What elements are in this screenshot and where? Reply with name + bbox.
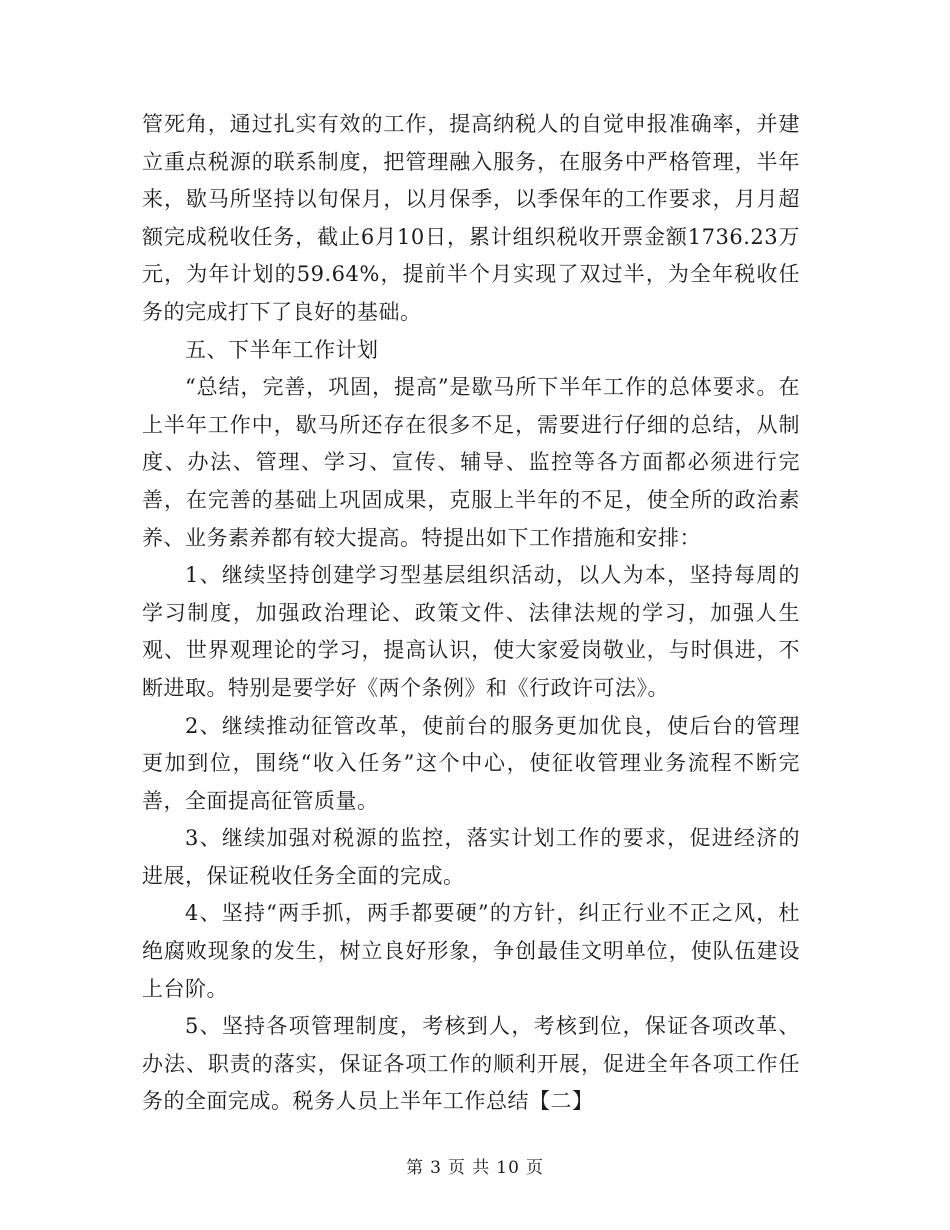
page-number: 3: [430, 1158, 442, 1178]
list-item-1: 1、继续坚持创建学习型基层组织活动，以人为本，坚持每周的学习制度，加强政治理论、政策文件、法律法规的学习，加强人生观、世界观理论的学习，提高认识，使大家爱岗敬业，与时俱进，不断进取。特别是要学好《两个条例》和《行政许可法》。: [142, 563, 800, 700]
list-item-2: 2、继续推动征管改革，使前台的服务更加优良，使后台的管理更加到位，围绕“收入任务”这个中心，使征收管理业务流程不断完善，全面提高征管质量。: [142, 713, 800, 813]
document-body: [142, 106, 800, 1121]
paragraph-summary: “总结，完善，巩固，提高”是歇马所下半年工作的总体要求。在上半年工作中，歇马所还存在很多不足，需要进行仔细的总结，从制度、办法、管理、学习、宣传、辅导、监控等各方面都必须进行完善，在完善的基础上巩固成果，克服上半年的不足，使全所的政治素养、业务素养都有较大提高。特提出如下工作措施和安排：: [142, 375, 800, 550]
footer-suffix: 页: [525, 1158, 544, 1178]
footer-prefix: 第: [406, 1158, 425, 1178]
list-item-3: 3、继续加强对税源的监控，落实计划工作的要求，促进经济的进展，保证税收任务全面的完成。: [142, 826, 800, 888]
paragraph-continuation: 管死角，通过扎实有效的工作，提高纳税人的自觉申报准确率，并建立重点税源的联系制度，把管理融入服务，在服务中严格管理，半年来，歇马所坚持以旬保月，以月保季，以季保年的工作要求，月月超额完成税收任务，截止6月10日，累计组织税收开票金额1736.23万元，为年计划的59.64%，提前半个月实现了双过半，为全年税收任务的完成打下了良好的基础。: [142, 112, 800, 324]
total-pages: 10: [496, 1158, 520, 1178]
list-item-4: 4、坚持“两手抓，两手都要硬”的方针，纠正行业不正之风，杜绝腐败现象的发生，树立良好形象，争创最佳文明单位，使队伍建设上台阶。: [142, 901, 800, 1001]
footer-middle: 页 共: [447, 1158, 491, 1178]
list-item-5: 5、坚持各项管理制度，考核到人，考核到位，保证各项改革、办法、职责的落实，保证各项工作的顺利开展，促进全年各项工作任务的全面完成。税务人员上半年工作总结【二】: [142, 1014, 800, 1114]
section-heading: 五、下半年工作计划: [185, 337, 379, 362]
page-footer: [0, 1153, 950, 1178]
